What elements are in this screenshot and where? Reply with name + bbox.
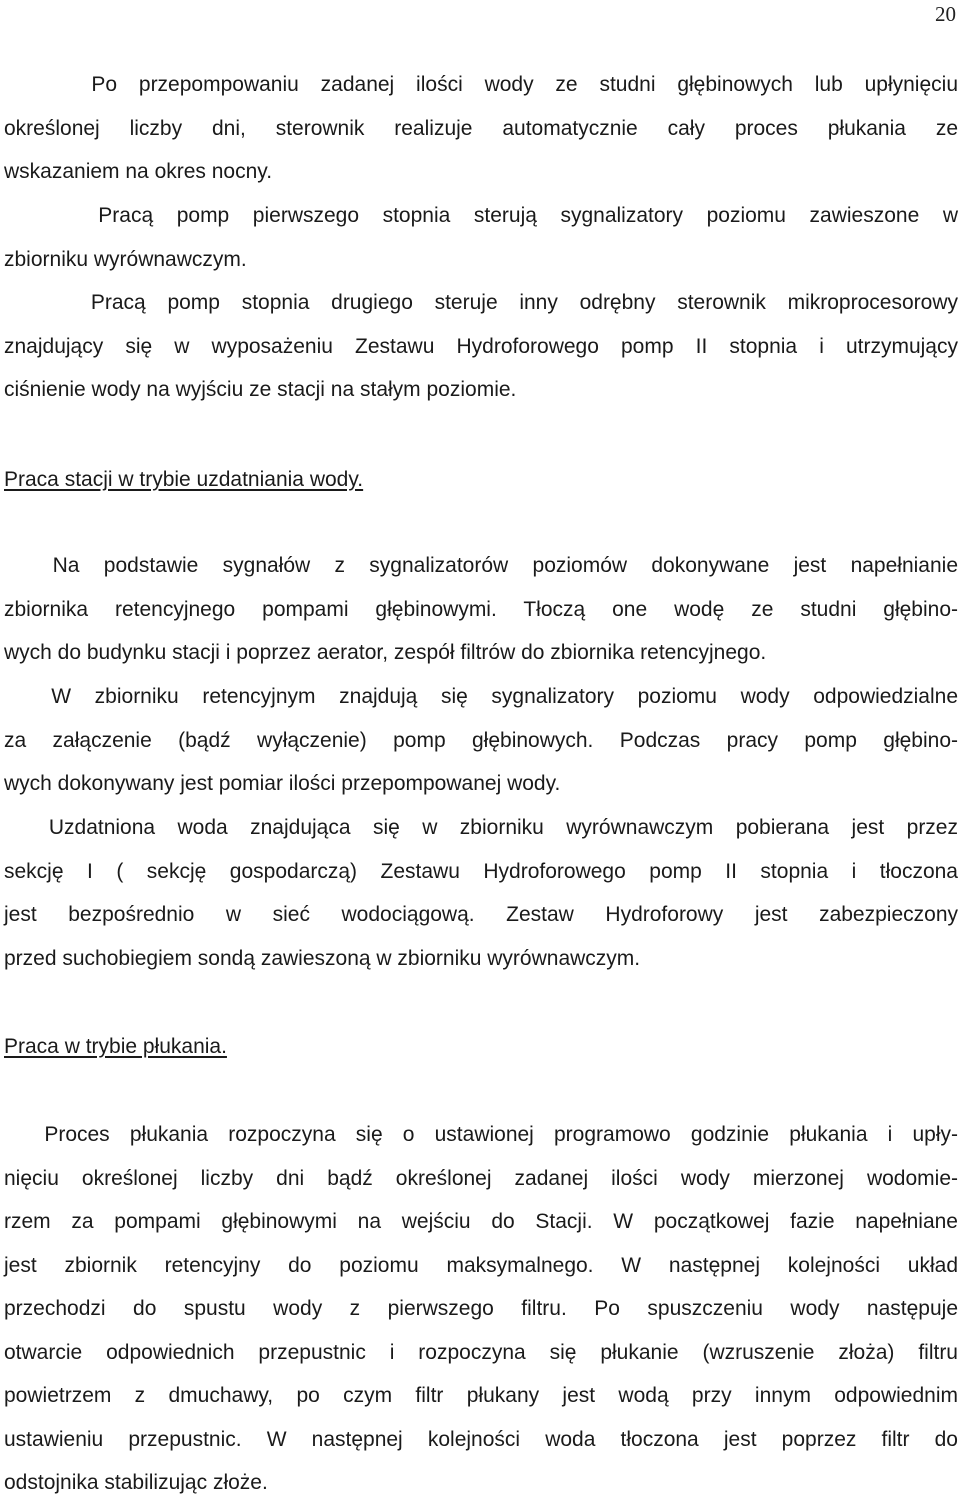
text-line: Pracą pomp pierwszego stopnia sterują sygnalizatory poziomu zawieszone w <box>4 204 959 227</box>
text-line: wych dokonywany jest pomiar ilości przepompowanej wody. <box>4 772 561 795</box>
page-number: 20 <box>935 2 956 26</box>
text-line: Pracą pomp stopnia drugiego steruje inny odrębny sterownik mikroprocesorowy <box>4 291 958 314</box>
paragraph-second-stage-pumps <box>4 281 958 412</box>
text-line: Proces płukania rozpoczyna się o ustawionej programowo godzinie płukania i upły- <box>4 1123 958 1146</box>
text-line: zbiornika retencyjnego pompami głębinowymi. Tłoczą one wodę ze studni głębino- <box>4 597 958 621</box>
text-line: znajdujący się w wyposażeniu Zestawu Hydroforowego pomp II stopnia i utrzymujący <box>4 334 958 358</box>
paragraph-rinse-process <box>4 1113 958 1505</box>
text-line: Po przepompowaniu zadanej ilości wody ze studni głębinowych lub upłynięciu <box>4 73 958 96</box>
paragraph-retention-tank-sensors <box>4 675 958 806</box>
paragraph-retention-tank-filling <box>4 544 958 675</box>
section-heading-rinse-mode: Praca w trybie płukania. <box>4 1035 227 1058</box>
text-line: rzem za pompami głębinowymi na wejściu do Stacji. W początkowej fazie napełniane <box>4 1210 958 1233</box>
text-line: powietrzem z dmuchawy, po czym filtr płukany jest wodą przy innym odpowiednim <box>4 1384 958 1407</box>
text-line: za załączenie (bądź wyłączenie) pomp głębinowych. Podczas pracy pomp głębino- <box>4 728 958 752</box>
text-line: zbiorniku wyrównawczym. <box>4 247 247 271</box>
text-line: wskazaniem na okres nocny. <box>4 160 273 183</box>
section-heading-treatment-mode: Praca stacji w trybie uzdatniania wody. <box>4 468 364 491</box>
text-line: Na podstawie sygnałów z sygnalizatorów poziomów dokonywane jest napełnianie <box>4 554 958 577</box>
text-line: W zbiorniku retencyjnym znajdują się sygnalizatory poziomu wody odpowiedzialne <box>4 685 959 708</box>
text-line: Uzdatniona woda znajdująca się w zbiorniku wyrównawczym pobierana jest przez <box>4 816 958 839</box>
text-line: ustawieniu przepustnic. W następnej kolejności woda tłoczona jest poprzez filtr do <box>4 1427 958 1451</box>
text-line: otwarcie odpowiednich przepustnic i rozpoczyna się płukanie (wzruszenie złoża) filtru <box>4 1340 958 1364</box>
text-line: jest bezpośrednio w sieć wodociągową. Zestaw Hydroforowy jest zabezpieczony <box>4 903 958 926</box>
text-line: przechodzi do spustu wody z pierwszego filtru. Po spuszczeniu wody następuje <box>4 1297 958 1320</box>
text-line: przed suchobiegiem sondą zawieszoną w zbiorniku wyrównawczym. <box>4 946 641 970</box>
text-line: wych do budynku stacji i poprzez aerator, zespół filtrów do zbiornika retencyjnego. <box>4 641 767 664</box>
paragraph-rinse-trigger <box>4 63 958 194</box>
text-line: jest zbiornik retencyjny do poziomu maksymalnego. W następnej kolejności układ <box>4 1253 958 1277</box>
paragraph-treated-water-distribution <box>4 806 958 980</box>
text-line: nięciu określonej liczby dni bądź określonej zadanej ilości wody mierzonej wodomie- <box>4 1166 958 1190</box>
text-line: ciśnienie wody na wyjściu ze stacji na stałym poziomie. <box>4 378 517 401</box>
paragraph-first-stage-pumps <box>4 194 958 281</box>
text-line: sekcję I ( sekcję gospodarczą) Zestawu Hydroforowego pomp II stopnia i tłoczona <box>4 859 958 883</box>
text-line: odstojnika stabilizując złoże. <box>4 1471 268 1494</box>
text-line: określonej liczby dni, sterownik realizuje automatycznie cały proces płukania ze <box>4 116 958 140</box>
